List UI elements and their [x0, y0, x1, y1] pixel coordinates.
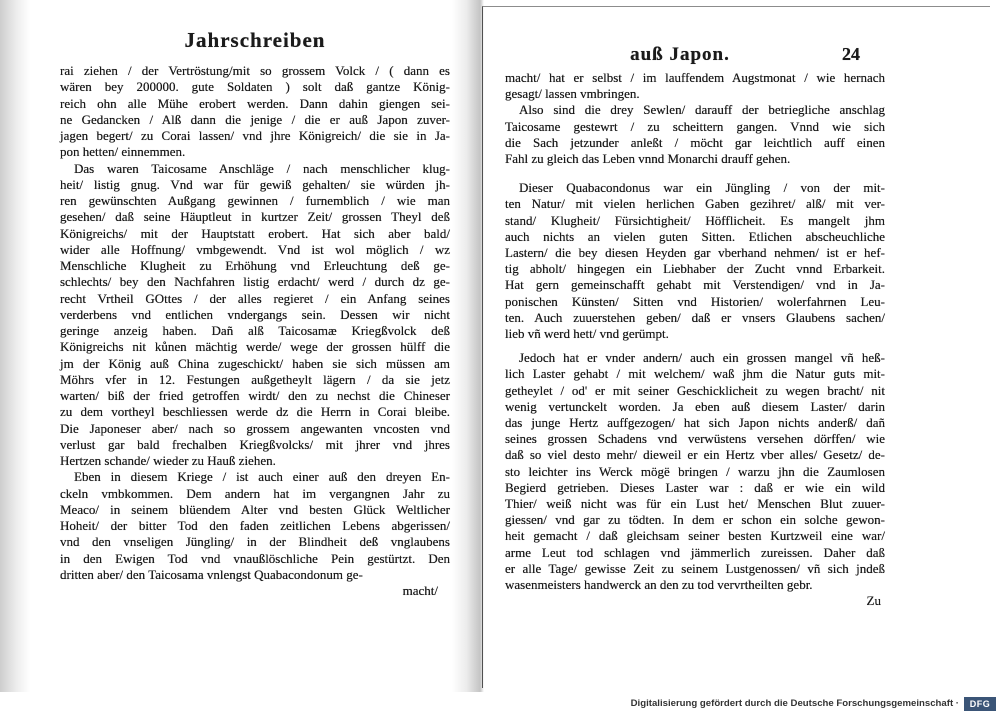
- text-line: sto leichter ins Werck mögë bringen / warzu jhn die Zaumlosen: [505, 463, 885, 479]
- text-line: Jedoch hat er vnder andern/ auch ein grossen mangel vñ heß-: [519, 350, 885, 366]
- paragraph: [505, 102, 885, 167]
- text-line: heit gemacht / daß gleichsam seiner besten Kurtzweil eine war/: [505, 528, 885, 544]
- text-line: seines grossen Schadens vnd verwüstens versehen dörffen/ wie: [505, 431, 885, 447]
- text-line: wider alle Hoffnung/ vmbgewendt. Vnd ist wol möglich / wz: [60, 241, 450, 257]
- right-page-running-head: auß Japon.: [630, 44, 730, 65]
- funding-footer: [631, 695, 996, 712]
- text-line: Begierd getrieben. Dieses Laster war : daß er wie ein wild: [505, 479, 885, 495]
- text-line: Möhrs vfer in 12. Festungen außgetheylt lägern / da sie jetz: [60, 371, 450, 387]
- text-line: auch nichts an vielen guten Sitten. Etlichen abscheuchliche: [505, 228, 885, 244]
- text-line: vnd den vnseligen Jüngling/ in der Blindheit deß vnglaubens: [60, 534, 450, 550]
- text-line: ckeln vmbkommen. Dem andern hat im vergangnen Jahr zu: [60, 485, 450, 501]
- dfg-logo-icon: DFG: [964, 697, 996, 711]
- text-line: Hat gern gemeinschafft gehabt mit Verstendigen/ vnd in Ja-: [505, 277, 885, 293]
- page-number: 24: [842, 44, 860, 64]
- text-line: pon hetten/ einnemmen.: [60, 144, 186, 160]
- right-page-text: [505, 70, 885, 610]
- text-line: stand/ Klugheit/ Fürsichtigheit/ Höfflicheit. Es mangelt jhm: [505, 212, 885, 228]
- text-line: ne Gedancken / Alß dann die jenige / die er auß Japon zuver-: [60, 111, 450, 127]
- text-line: wären bey 200000. gute Soldaten ) solt daß gantze König-: [60, 79, 450, 95]
- funding-credit: Digitalisierung gefördert durch die Deutsche Forschungsgemeinschaft ·: [630, 698, 959, 709]
- text-line: reich ohn alle Mühe erobert werden. Dann dahin giengen sei-: [60, 95, 450, 111]
- text-line: daß so viel desto mehr/ dieweil er ein Hertz vber alles/ Gesetz/ de-: [505, 447, 885, 463]
- paragraph: [60, 469, 450, 583]
- page-edge-shadow: [0, 0, 30, 692]
- text-line: das junge Hertz auffgezogen/ hat sich Japon nichts anderß/ dañ: [505, 415, 885, 431]
- text-line: Dieser Quabacondonus war ein Jüngling / von der mit-: [519, 180, 885, 196]
- text-line: ren gewünschten Außgang gewinnen / furnemblich / wie man: [60, 193, 450, 208]
- text-line: rai ziehen / der Vertröstung/mit so grossem Volck / ( dann es: [60, 63, 450, 78]
- text-line: schlechts/ bey den Nachfahren listig erdacht/ werd / durch dz ge-: [60, 274, 450, 290]
- paragraph: [505, 180, 885, 342]
- left-page-running-head: Jahrschreiben: [184, 28, 326, 52]
- text-line: wenig vertunckelt worden. Ja eben auß diesem Laster/ darin: [505, 398, 885, 414]
- text-line: er alle Tage/ gewisse Zeit zu seinem Lustgenossen/ vñ sich jndeß: [505, 560, 885, 576]
- text-line: warten/ biß der fried getroffen wirdt/ den zu nechst die Chineser: [60, 388, 450, 403]
- text-line: Lastern/ die bey diesen Heyden gar vberhand nehmen/ ist er hef-: [505, 245, 885, 261]
- text-line: getheylet / od' er mit seiner Geschicklicheit zu wegen bracht/ nit: [505, 382, 885, 398]
- right-page-catchword: Zu: [866, 593, 881, 609]
- paragraph: [505, 350, 885, 593]
- paragraph: [60, 63, 450, 161]
- left-page-catchword: macht/: [402, 583, 438, 598]
- book-gutter: [452, 0, 484, 692]
- text-line: lich Laster gehabt / mit welchem/ waß jhm die Natur guts mit-: [505, 366, 885, 382]
- text-line: Eben in diesem Kriege / ist auch einer auß den dreyen En-: [74, 469, 450, 485]
- text-line: ponischen Künsten/ Sitten vnd Historien/ wolerfahrnen Leu-: [505, 293, 885, 309]
- text-line: dritten aber/ den Taicosama vnlengst Quabacondonum ge-: [60, 566, 363, 582]
- text-line: Taicosame gestewrt / zu scheittern gangen. Vnnd wie sich: [505, 118, 885, 134]
- text-line: Hoheit/ der bitter Tod den faden zeitlichen Lebens abgerissen/: [60, 518, 450, 533]
- text-line: zu dem vortheyl beschliessen werde dz die Herrn in Corai bleibe.: [60, 404, 450, 420]
- text-line: macht/ hat er selbst / im lauffendem Augstmonat / wie hernach: [505, 70, 885, 85]
- left-page-text: [60, 63, 450, 599]
- text-line: geringe anzeig haben. Dañ alß Taicosamæ Kriegßvolck deß: [60, 323, 450, 338]
- text-line: lieb vñ werd hett/ vnd gerümpt.: [505, 326, 669, 342]
- text-line: giessen/ vnd gar zu tödten. In dem er schon ein solche gewon-: [505, 512, 885, 528]
- text-line: arme Leut tod schlagen vnd jämmerlich zureissen. Daher daß: [505, 544, 885, 560]
- text-line: tig abholt/ hingegen ein Liebhaber der Zucht vnnd Erbarkeit.: [505, 261, 885, 277]
- text-line: Hertzen schande/ wieder zu Hauß ziehen.: [60, 453, 276, 468]
- text-line: verlust gar bald frechalben Kriegßvolcks/ mit jhrer vnd jhres: [60, 436, 450, 452]
- text-line: Königreichs nit kůnen mächtig werde/ wege der grossen hülff die: [60, 339, 450, 355]
- left-page-paragraphs: [60, 63, 450, 583]
- text-line: jm der König auß China zugeschickt/ haben sie sich müssen am: [60, 355, 450, 371]
- text-line: jagen begert/ zu Corai lassen/ vnd jhre Königreich/ die sie in Ja-: [60, 128, 450, 143]
- text-line: recht Vrtheil GOttes / der alles regieret / ein Anfang seines: [60, 290, 450, 306]
- text-line: Die Japoneser aber/ nach so grossem angewanten vncosten vnd: [60, 420, 450, 436]
- paragraph: [505, 70, 885, 102]
- text-line: verderbens vnd entlichen vndergangs sein. Dessen wir nicht: [60, 306, 450, 322]
- right-page-paragraphs: [505, 70, 885, 593]
- text-line: Fahl zu gleich das Leben vnnd Monarchi drauff gehen.: [505, 151, 791, 167]
- text-line: wasenmeisters handwerck an den zu tod vervrtheilten gebr.: [505, 577, 813, 593]
- text-line: die Sach jetzunder anleßt / möcht gar leichtlich auff einen: [505, 134, 885, 150]
- text-line: Thier/ weiß nicht was für ein Lust het/ Menschen Blut zuuer-: [505, 496, 885, 512]
- text-line: ten Natur/ mit vielen herlichen Gaben gezihret/ alß/ mit ver-: [505, 196, 885, 212]
- text-line: Königreichs/ mit der Hauptstatt erobert. Hat sich aber bald/: [60, 225, 450, 241]
- text-line: Menschliche Klugheit zu Erhöhung vnd Erleuchtung deß ge-: [60, 258, 450, 273]
- text-line: gesagt/ lassen vmbringen.: [505, 86, 640, 102]
- text-line: heit/ listig gnug. Vnd war für gewiß gehalten/ sie würden jh-: [60, 176, 450, 192]
- text-line: Das waren Taicosame Anschläge / nach menschlicher klug-: [74, 160, 450, 176]
- text-line: Meaco/ in seinem blüendem Alter vnd besten Glück Weltlicher: [60, 501, 450, 517]
- text-line: in den Ewigen Tod vnd vnaußlöschliche Pein gestürtzt. Den: [60, 550, 450, 566]
- paragraph: [60, 161, 450, 470]
- text-line: ten. Auch zuuerstehen geben/ daß er vnsers Glaubens sachen/: [505, 309, 885, 325]
- text-line: Also sind die drey Sewlen/ darauff der betriegliche anschlag: [519, 102, 885, 118]
- text-line: gesehen/ daß seine Häuptleut in kurtzer Zeit/ grossen Theyl deß: [60, 209, 450, 225]
